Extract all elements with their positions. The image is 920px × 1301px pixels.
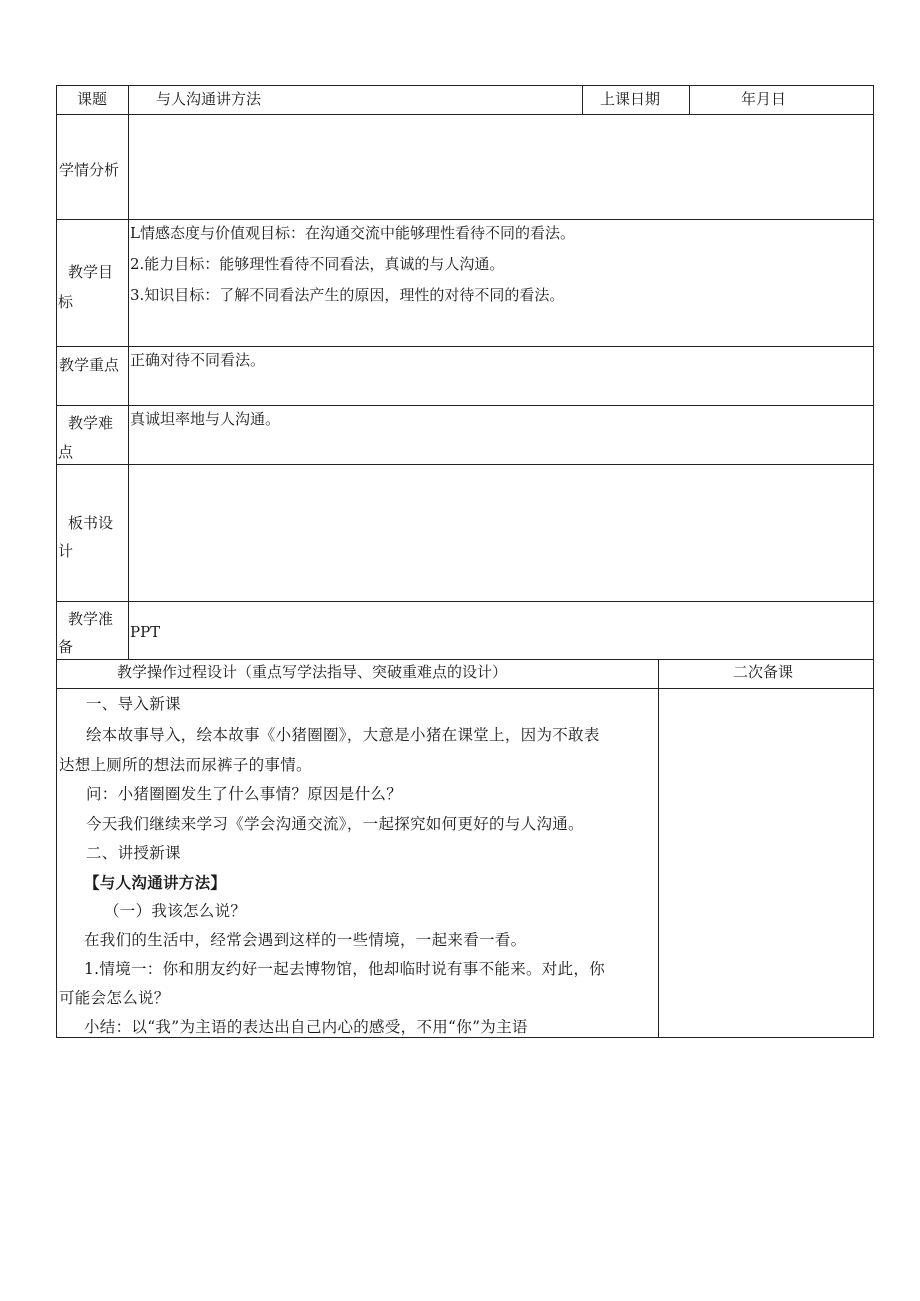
- difficulty-value: 真诚坦率地与人沟通。: [130, 410, 281, 428]
- board-design-label-cont: 计: [58, 542, 74, 560]
- process-line: 达想上厕所的想法而尿裤子的事情。: [59, 756, 312, 774]
- process-line: 在我们的生活中，经常会遇到这样的一些情境，一起来看一看。: [84, 931, 527, 949]
- board-design-label: 板书设: [68, 514, 114, 532]
- process-line: 可能会怎么说？: [59, 989, 170, 1007]
- difficulty-label: 教学难: [68, 414, 114, 432]
- process-line: 一、导入新课: [86, 695, 181, 713]
- objective-item: L情感态度与价值观目标：在沟通交流中能够理性看待不同的看法。: [130, 224, 575, 242]
- process-line: 1.情境一：你和朋友约好一起去博物馆，他却临时说有事不能来。对此，你: [84, 960, 605, 978]
- process-line: 绘本故事导入，绘本故事《小猪圈圈》，大意是小猪在课堂上，因为不敢表: [86, 726, 600, 744]
- preparation-value: PPT: [130, 623, 161, 641]
- second-prep-header: 二次备课: [733, 663, 794, 681]
- preparation-label: 教学准: [68, 610, 114, 628]
- process-line: 小结：以“我”为主语的表达出自己内心的感受，不用“你”为主语: [84, 1018, 528, 1036]
- objective-item: 2.能力目标：能够理性看待不同看法，真诚的与人沟通。: [130, 255, 505, 273]
- difficulty-label-cont: 点: [58, 443, 74, 461]
- topic-label: 课题: [77, 90, 108, 108]
- class-date-label: 上课日期: [600, 90, 661, 108]
- objective-item: 3.知识目标：了解不同看法产生的原因，理性的对待不同的看法。: [130, 286, 565, 304]
- process-line: 【与人沟通讲方法】: [84, 873, 227, 892]
- preparation-label-cont: 备: [58, 638, 74, 656]
- objectives-label-cont: 标: [58, 293, 74, 311]
- student-analysis-label: 学情分析: [59, 161, 120, 179]
- process-header: 教学操作过程设计（重点写学法指导、突破重难点的设计）: [117, 663, 508, 681]
- objectives-label: 教学目: [68, 263, 114, 281]
- key-point-value: 正确对待不同看法。: [130, 351, 266, 369]
- class-date-value: 年月日: [741, 90, 787, 108]
- process-line: 二、讲授新课: [86, 844, 181, 862]
- topic-value: 与人沟通讲方法: [156, 90, 262, 108]
- process-line: 今天我们继续来学习《学会沟通交流》，一起探究如何更好的与人沟通。: [86, 815, 584, 833]
- process-line: （一）我该怎么说？: [104, 902, 247, 920]
- process-line: 问：小猪圈圈发生了什么事情？原因是什么？: [86, 785, 403, 803]
- key-point-label: 教学重点: [59, 356, 120, 374]
